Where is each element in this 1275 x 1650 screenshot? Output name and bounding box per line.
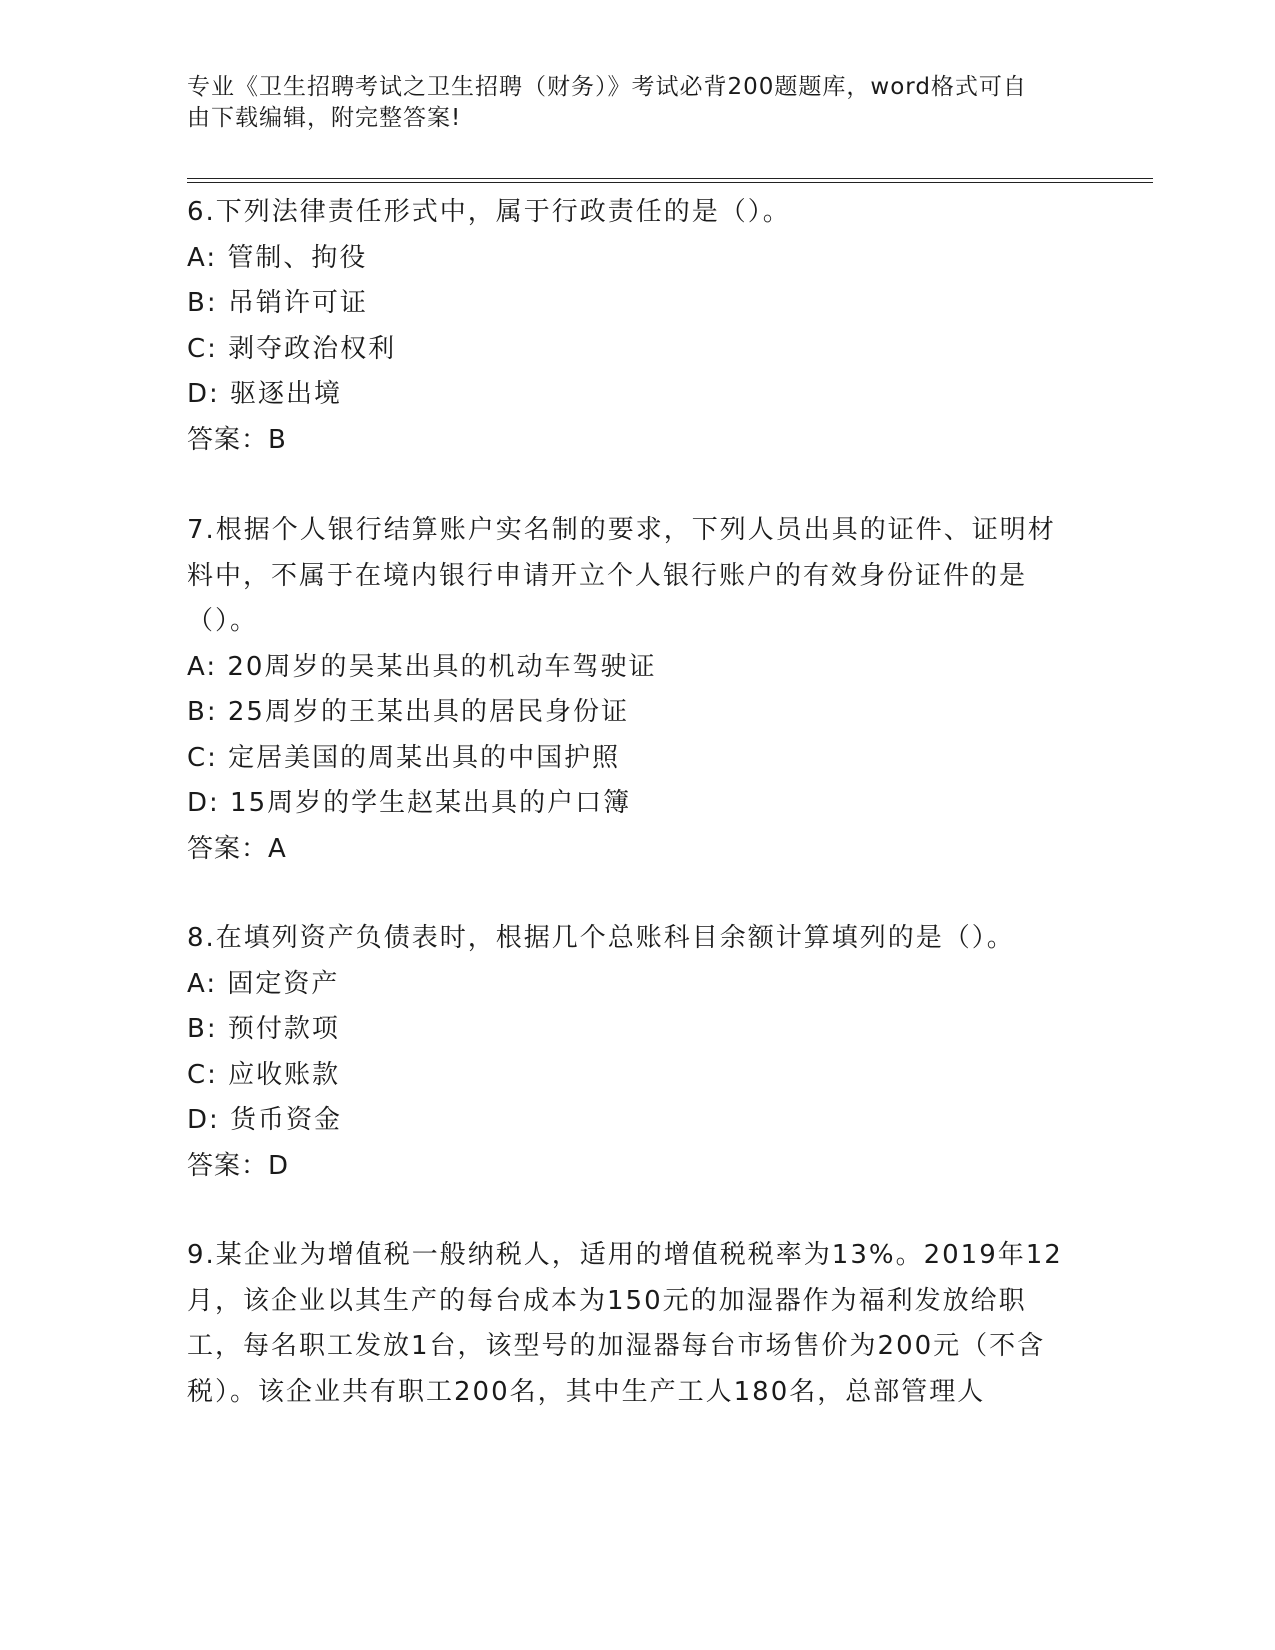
question-7 <box>187 508 1067 872</box>
header-line-2: 由下载编辑，附完整答案! <box>187 105 462 131</box>
document-header <box>187 72 1067 134</box>
option-c: C: 定居美国的周某出具的中国护照 <box>187 742 621 773</box>
option-a: A: 20周岁的吴某出具的机动车驾驶证 <box>187 651 657 682</box>
header-rule-bottom <box>187 182 1153 183</box>
option-c: C: 应收账款 <box>187 1059 341 1090</box>
answer: 答案：B <box>187 424 287 455</box>
answer: 答案：D <box>187 1150 290 1181</box>
option-b: B: 25周岁的王某出具的居民身份证 <box>187 697 629 727</box>
option-d: D: 15周岁的学生赵某出具的户口簿 <box>187 788 632 818</box>
question-8 <box>187 916 1067 1189</box>
option-b: B: 吊销许可证 <box>187 288 368 318</box>
question-stem: 7.根据个人银行结算账户实名制的要求，下列人员出具的证件、证明材料中，不属于在境内银行申请开立个人银行账户的有效身份证件的是（）。 <box>187 515 1056 636</box>
question-6 <box>187 190 1067 463</box>
answer: 答案：A <box>187 833 287 864</box>
option-a: A: 固定资产 <box>187 968 340 999</box>
question-stem: 9.某企业为增值税一般纳税人，适用的增值税税率为13%。2019年12月，该企业以其生产的每台成本为150元的加湿器作为福利发放给职工，每名职工发放1台，该型号的加湿器每台市场售价为200元（不含税）。该企业共有职工200名，其中生产工人180名，总部管理人 <box>187 1240 1063 1407</box>
option-b: B: 预付款项 <box>187 1014 340 1044</box>
question-stem: 6.下列法律责任形式中，属于行政责任的是（）。 <box>187 197 791 227</box>
option-d: D: 货币资金 <box>187 1105 343 1135</box>
option-d: D: 驱逐出境 <box>187 379 343 409</box>
option-c: C: 剥夺政治权利 <box>187 333 397 364</box>
option-a: A: 管制、拘役 <box>187 242 368 273</box>
question-stem: 8.在填列资产负债表时，根据几个总账科目余额计算填列的是（）。 <box>187 923 1015 953</box>
header-rule-top <box>187 178 1153 179</box>
header-line-1: 专业《卫生招聘考试之卫生招聘（财务）》考试必背200题题库，word格式可自 <box>187 74 1027 100</box>
question-9 <box>187 1233 1067 1415</box>
